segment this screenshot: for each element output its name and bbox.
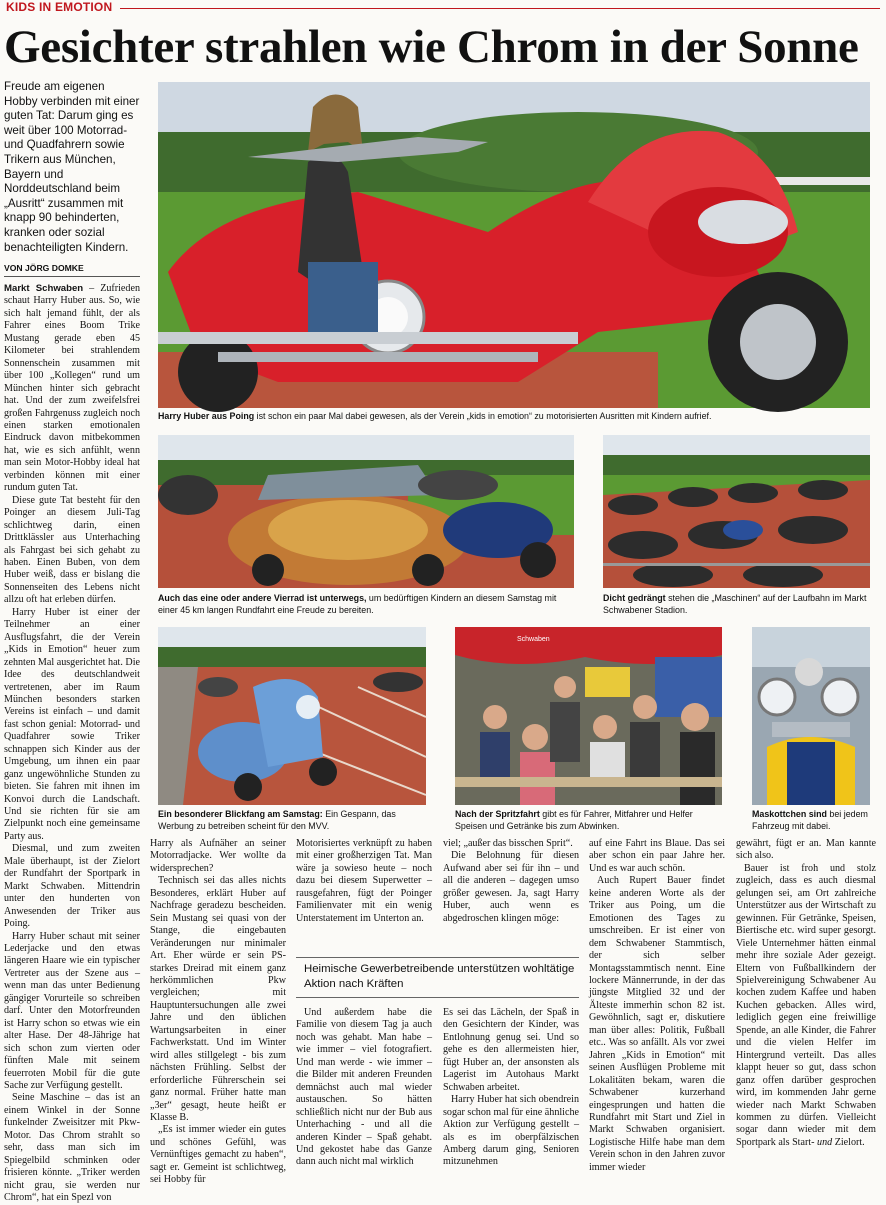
col4b-p2: Harry Huber hat sich obendrein sogar schon mal für eine ähnliche Aktion zur Verfügung gestellt – als es im oberpfälzischen Amberg darum ging, Senioren mitzunehmen <box>443 1094 579 1168</box>
col1-p4: Diesmal, und zum zweiten Male überhaupt, ist der Zielort der Rundfahrt der Sportpark in Markt Schwaben. Mittendrin unter den hunderten von Anwesenden der Triker aus Poing. <box>4 843 140 930</box>
photo-tent <box>455 627 722 805</box>
headline: Gesichter strahlen wie Chrom in der Sonne <box>4 21 859 73</box>
caption-vespa-text: Ein Gespann, das Werbung zu betreiben scheint für den MVV. <box>158 809 396 831</box>
col1-p6: Seine Maschine – das ist an einem Winkel in der Sonne funkelnder Zweisitzer mit Pkw-Motor. Das Chrom strahlt so sehr, dass man sich im Spiegelbild schminken oder frisieren könnte. „Triker werden nicht grau, sie werden nur Chrom“, hat ein Spezl von <box>4 1092 140 1204</box>
col5-p2: Auch Rupert Bauer findet keine anderen Worte als der Triker aus Poing, um die Emotionen des Tages zu umschreiben. Er ist einer von dem Schwabener Stammtisch, der sich selber Montagsstammtisch nennt. Eine lockere Männerrunde, in der das jüngste Mitglied 32 und der Älteste immerhin schon 82 ist. Gewöhnlich, sagt er, diskutiere man über alles: Politik, Fußball etc.. Was so anfällt. Als vor zwei Jahren „Kids in Emotion“ mit seinen Ausflügen Probleme mit Lokalitäten bekam, waren die Schwabener kurzerhand eingesprungen und hatten die Rundfahrt mit Start und Ziel in Markt Schwaben organisiert. Logistische Hilfe habe man dem Verein schon in den Jahren zuvor immer wieder <box>589 875 725 1173</box>
caption-painted-car <box>158 593 574 616</box>
col1-p2: Diese gute Tat besteht für den Poinger an diesem Juli-Tag schlichtweg darin, einen Drittklässler aus Unterhaching als Fahrgast bei sich gehabt zu haben. Einen Buben, von dem Huber weiß, dass er bislang die Sonnenseiten des Lebens nicht allzu oft hat erleben dürfen. <box>4 494 140 606</box>
caption-vespa-lead: Ein besonderer Blickfang am Samstag: <box>158 809 323 819</box>
caption-vespa <box>158 809 426 832</box>
caption-tent-text: gibt es für Fahrer, Mitfahrer und Helfer Speisen und Getränke bis zum Abwinken. <box>455 809 693 831</box>
caption-trike <box>158 411 870 423</box>
photo-track <box>603 435 870 588</box>
photo-trike <box>158 82 870 408</box>
caption-trike-text: ist schon ein paar Mal dabei gewesen, als der Verein „kids in emotion“ zu motorisierten Ausritten mit Kindern aufrief. <box>254 411 712 421</box>
caption-track-lead: Dicht gedrängt <box>603 593 666 603</box>
col4a-p2: Die Belohnung für diesen Aufwand aber sei für ihn – und all die anderen – dagegen umso größer gewesen. Ja, sagt Harry Huber, auch wenn es abgedroschen klingen möge: <box>443 850 579 924</box>
caption-tent-lead: Nach der Spritzfahrt <box>455 809 540 819</box>
col6-p1: gewährt, fügt er an. Man kannte sich also. <box>736 838 876 862</box>
caption-track-text: stehen die „Maschinen“ auf der Laufbahn im Markt Schwabener Stadion. <box>603 593 867 615</box>
kicker-rule <box>120 8 880 9</box>
column-5 <box>589 838 725 1174</box>
byline: VON JÖRG DOMKE <box>4 263 140 277</box>
caption-tent <box>455 809 722 832</box>
photo-mascot <box>752 627 870 805</box>
col4b-p1: Es sei das Lächeln, der Spaß in den Gesichtern der Kinder, was Entlohnung genug sei. Und so gehe es den allermeisten hier, fügt Huber an, der ansonsten als Lagerist im Autohaus Markt Schwaben arbeitet. <box>443 1007 579 1093</box>
column-1 <box>4 283 140 1205</box>
caption-track <box>603 593 870 616</box>
col6-p2: Bauer ist froh und stolz zugleich, dass es auch diesmal gelungen sei, am Ort zahlreiche Unterstützer aus der Wirtschaft zu gewinnen. Für Getränke, Speisen, Biertische etc. wird super gesorgt. Viele Unternehmer hätten einmal mehr ihre soziale Ader gezeigt. Eltern von Fußballkindern der Spielvereinigung Schwabener Au kochen zudem Kaffee und haben Kuchen gebacken. Alles wird, lediglich gegen eine freiwillige Spende, an alle Kinder, die Fahrer und die vielen Helfer im Hintergrund verteilt. Das alles klappt heuer so gut, dass schon ganz offen darüber gesprochen wird, im kommenden Jahr gerne wieder nach Markt Schwaben kommen zu dürfen. Vielleicht sogar dann wieder mit dem Sportpark als Start- und Zielort. <box>736 862 876 1148</box>
caption-car-lead: Auch das eine oder andere Vierrad ist unterwegs, <box>158 593 367 603</box>
photo-painted-car <box>158 435 574 588</box>
col2-p2: Technisch sei das alles nichts Besonderes, erklärt Huber auf Nachfrage geradezu bescheiden. Sein Mustang sei quasi von der Stange, die eingebauten Veränderungen nur minimaler Art. Eher würde er sein PS-starkes Dreirad mit einem ganz herkömmlichen Pkw vergleichen; mit Hauptuntersuchungen alle zwei Jahre und den üblichen Wartungsarbeiten in einer Fachwerkstatt. Und im Winter wird alles stillgelegt - bis zum nächsten Frühling. Selbst der erforderliche Führerschein sei ganz normal. Früher hatte man „3er“ gesagt, heute heißt er Klasse B. <box>150 875 286 1123</box>
section-kicker: KIDS IN EMOTION <box>6 0 113 14</box>
col5-p1: auf eine Fahrt ins Blaue. Das sei aber schon ein paar Jahre her. Und es war auch schön. <box>589 838 725 874</box>
column-6 <box>736 838 876 1149</box>
subhead: Heimische Gewerbetreibende unterstützen wohltätige Aktion nach Kräften <box>296 957 579 998</box>
column-4-top <box>443 838 579 925</box>
tent-sign: Schwaben <box>517 636 550 643</box>
photo-vespa <box>158 627 426 805</box>
column-2 <box>150 838 286 1187</box>
col1-p1: Markt Schwaben – Zufrieden schaut Harry Huber aus. So, wie sich halt jemand fühlt, der als Fahrer eines Boom Trike Mustang gerade eben 45 Kilometer bei strahlendem Sonnenschein zusammen mit über 100 „Kollegen“ rund um München hinter sich gebracht hat. Und der zum zweifelsfrei großen Fahrgenuss zugleich noch einen starken emotionalen Eindruck davon mitbekommen hat, wie es sich anfühlt, wenn man sein Motor-Hobby ideal hat verbinden können mit einer rundum guten Tat. <box>4 283 140 494</box>
col2-p1: Harry als Aufnäher an seiner Motorradjacke. Wer wollte da widersprechen? <box>150 838 286 874</box>
col4a-p1: viel; „außer das bisschen Sprit“. <box>443 838 573 849</box>
col3a-p1: Motorisiertes verknüpft zu haben mit einer großherzigen Tat. Man wäre ja sowieso heute – noch dazu bei diesem Superwetter – rausgefahren, fügt der Poinger Familienvater mit ein wenig Unterstatement im Unterton an. <box>296 838 432 924</box>
col2-p3: „Es ist immer wieder ein gutes und schönes Gefühl, was Vernünftiges gemacht zu haben“, sagt er. Gemeint ist schlichtweg, sei Hobby für <box>150 1124 286 1186</box>
caption-mascot <box>752 809 876 832</box>
column-3-top <box>296 838 432 925</box>
column-3-bottom <box>296 1007 432 1169</box>
col1-p3: Harry Huber ist einer der Teilnehmer an einer Ausflugsfahrt, die der Verein „Kids in Emotion“ heuer zum zehnten Mal ausgerichtet hat. Die Idee des deutschlandweit vertretenen, aber im Raum München besonders starken Vereins ist einfach – und damit fast schon genial: Motorrad- und Quadfahrer sowie Triker schnappen sich Kinder aus der Umgebung, um ihnen ein paar ganz ungewöhnliche Stunden zu bieten. Sie fahren mit ihnen im Konvoi durch die Landschaft. Und sie richten für sie am Zielpunkt noch eine gemeinsame Party aus. <box>4 606 140 842</box>
caption-mascot-lead: Maskottchen sind <box>752 809 827 819</box>
col3b-p1: Und außerdem habe die Familie von diesem Tag ja auch noch was gehabt. Man habe – wie immer – viel fotografiert. Und man werde - wie immer – die Bilder mit anderen Freunden demnächst auch mal wieder austauschen. So hätten schließlich nicht nur der Bub aus Unterhaching - und all die anderen Kinder – Spaß gehabt. Und gekostet habe das Ganze dann auch nicht mal wirklich <box>296 1007 432 1168</box>
column-4-bottom <box>443 1007 579 1169</box>
caption-mascot-text: bei jedem Fahrzeug mit dabei. <box>752 809 868 831</box>
teaser: Freude am eigenen Hobby verbinden mit einer guten Tat: Darum ging es weit über 100 Motorrad- und Quadfahrern sowie Trikern aus München, Bayern und Norddeutschland beim „Ausritt“ zusammen mit knapp 90 behinderten, kranken oder sozial benachteiligten Kindern. <box>4 80 140 254</box>
col1-p5: Harry Huber schaut mit seiner Lederjacke und den etwas längeren Haare wie ein typischer Vertreter aus der Szene aus – wenn man das unter Bedienung gängiger Vorurteile so schreiben darf. Unter den Motorfreunden ist Harry schon so etwas wie ein alter Hase. Der 48-Jährige hat sich schon zum vierten oder fünften Male mit seinem feuerroten Mobil für die gute Sache zur Verfügung gestellt. <box>4 930 140 1091</box>
caption-car-text: um bedürftigen Kindern an diesem Samstag mit einer 45 km langen Rundfahrt eine Freude zu bereiten. <box>158 593 557 615</box>
caption-trike-lead: Harry Huber aus Poing <box>158 411 255 421</box>
